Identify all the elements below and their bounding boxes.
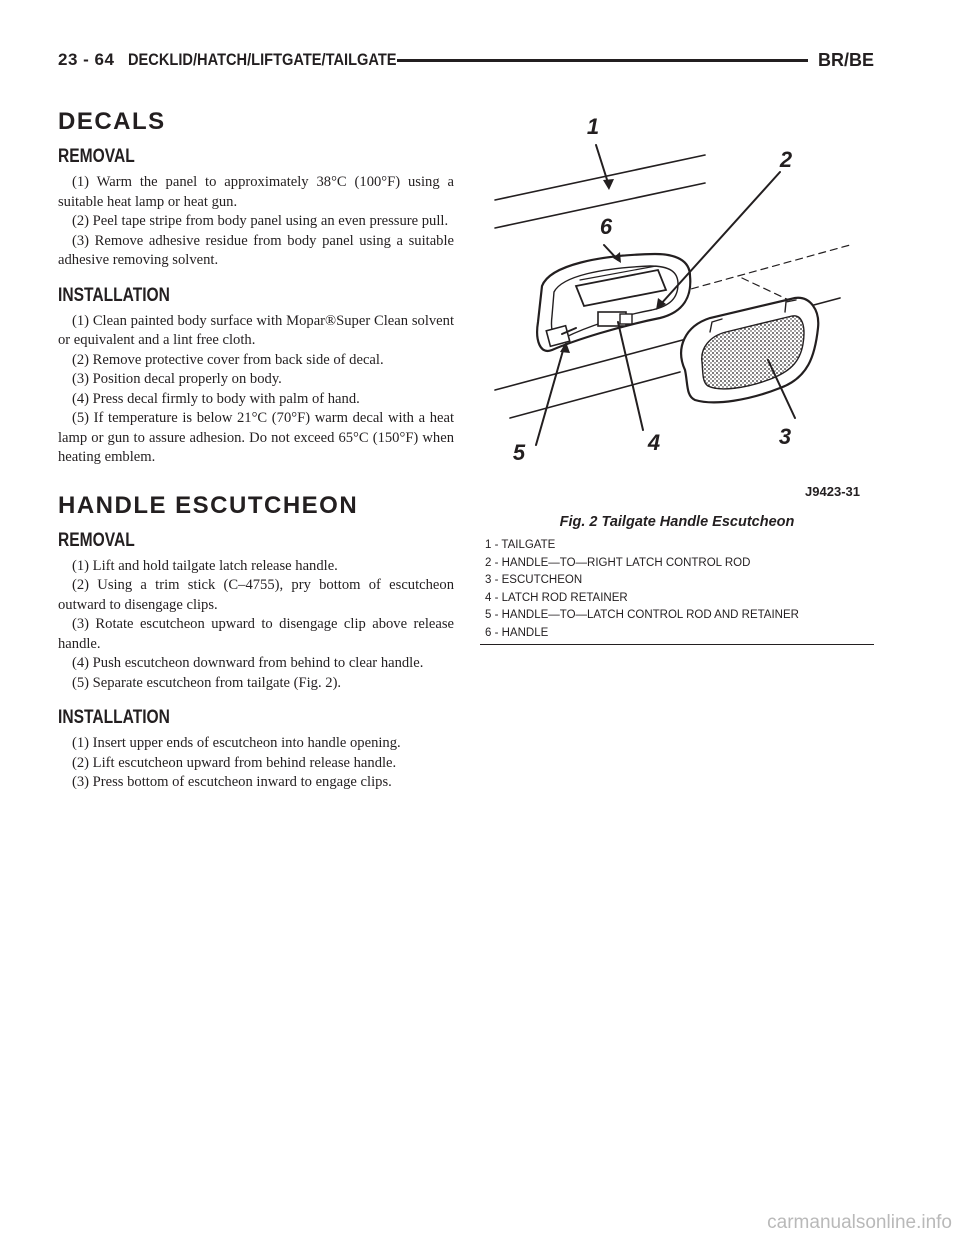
escutcheon-removal-step: (2) Using a trim stick (C–4755), pry bottom of escutcheon outward to disengage clips. <box>58 577 454 613</box>
tailgate-handle-illustration <box>480 100 874 510</box>
callout-3: 3 <box>778 424 792 449</box>
legend-item: 4 - LATCH ROD RETAINER <box>485 591 628 604</box>
callout-6: 6 <box>599 214 613 239</box>
page-header <box>58 48 874 72</box>
callout-4: 4 <box>647 430 661 455</box>
page-number: 23 - 64 <box>58 50 115 69</box>
escutcheon-removal-step: (1) Lift and hold tailgate latch release handle. <box>72 557 338 574</box>
figure-code: J9423-31 <box>805 484 860 499</box>
decals-installation-step: (1) Clean painted body surface with Mopar®Super Clean solvent or equivalent and a lint free cloth. <box>58 312 454 348</box>
section-title: DECKLID/HATCH/LIFTGATE/TAILGATE <box>128 50 397 69</box>
escutcheon-installation-step: (2) Lift escutcheon upward from behind release handle. <box>72 754 397 771</box>
figure-caption: Fig. 2 Tailgate Handle Escutcheon <box>559 514 795 530</box>
text-column <box>58 108 454 793</box>
decals-installation-step: (2) Remove protective cover from back side of decal. <box>72 351 384 368</box>
decals-installation-step: (4) Press decal firmly to body with palm of hand. <box>72 390 360 407</box>
decals-installation-heading: INSTALLATION <box>58 284 170 306</box>
callout-2: 2 <box>779 147 793 172</box>
handle-escutcheon-title: HANDLE ESCUTCHEON <box>58 491 359 519</box>
decals-removal-heading: REMOVAL <box>58 146 135 167</box>
callout-1: 1 <box>586 114 600 139</box>
escutcheon-installation-step: (1) Insert upper ends of escutcheon into handle opening. <box>72 735 401 751</box>
legend-item: 6 - HANDLE <box>485 626 549 639</box>
escutcheon-removal-heading: REMOVAL <box>58 529 135 551</box>
figure-legend <box>485 537 875 642</box>
decals-title: DECALS <box>58 108 166 135</box>
decals-removal-step: (3) Remove adhesive residue from body panel using a suitable adhesive removing solvent. <box>58 232 454 268</box>
escutcheon-installation-heading: INSTALLATION <box>58 707 170 728</box>
escutcheon-installation-step: (3) Press bottom of escutcheon inward to engage clips. <box>72 774 392 790</box>
escutcheon-removal-step: (5) Separate escutcheon from tailgate (Fig. 2). <box>72 674 342 691</box>
decals-installation-step: (3) Position decal properly on body. <box>72 371 282 387</box>
decals-removal-step: (1) Warm the panel to approximately 38°C (100°F) using a suitable heat lamp or heat gun. <box>58 174 454 210</box>
decals-removal-step: (2) Peel tape stripe from body panel using an even pressure pull. <box>72 213 449 229</box>
legend-item: 2 - HANDLE—TO—RIGHT LATCH CONTROL ROD <box>485 556 751 569</box>
legend-item: 5 - HANDLE—TO—LATCH CONTROL ROD AND RETAINER <box>485 609 799 621</box>
legend-item: 3 - ESCUTCHEON <box>485 574 583 586</box>
escutcheon-removal-step: (4) Push escutcheon downward from behind to clear handle. <box>72 655 424 671</box>
watermark: carmanualsonline.info <box>767 1212 952 1233</box>
callout-5: 5 <box>512 440 526 465</box>
header-rule <box>397 59 808 62</box>
legend-rule <box>480 644 874 645</box>
model-code: BR/BE <box>817 49 874 70</box>
escutcheon-removal-step: (3) Rotate escutcheon upward to disengage clip above release handle. <box>58 616 454 652</box>
decals-installation-step: (5) If temperature is below 21°C (70°F) warm decal with a heat lamp or gun to assure adhesion. Do not exceed 65°C (150°F) when heating emblem. <box>58 410 454 465</box>
legend-item: 1 - TAILGATE <box>485 539 556 551</box>
